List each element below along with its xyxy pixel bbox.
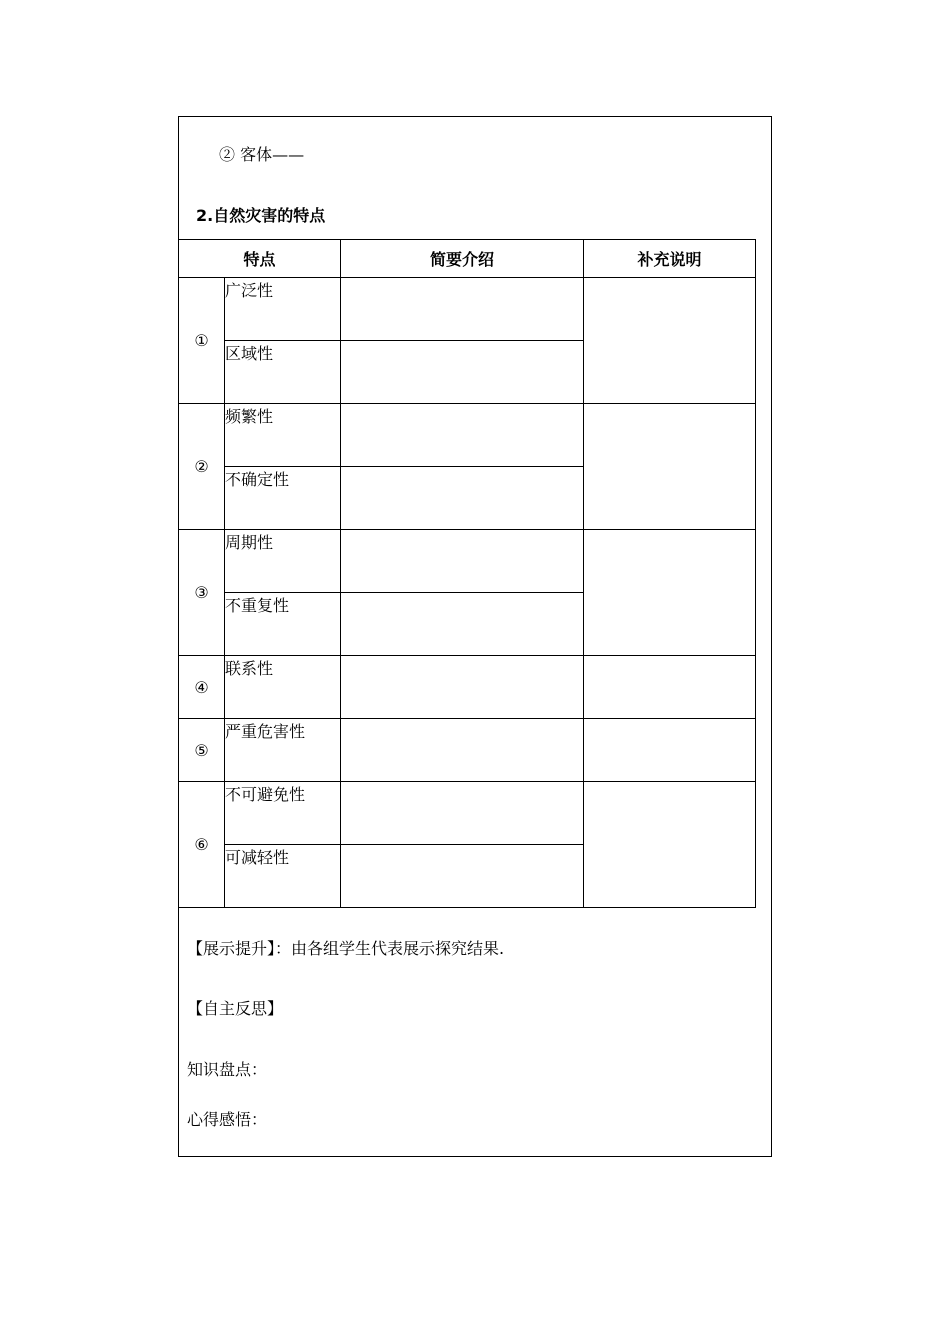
reflection-title: 【自主反思】 [187, 999, 284, 1018]
supplement-cell[interactable] [584, 719, 756, 782]
feature-name: 区域性 [225, 341, 341, 404]
group-number: ④ [179, 656, 225, 719]
feature-name: 广泛性 [225, 278, 341, 341]
supplement-cell[interactable] [584, 530, 756, 656]
intro-cell[interactable] [341, 782, 584, 845]
feature-name: 联系性 [225, 656, 341, 719]
insight-label: 心得感悟： [187, 1110, 268, 1129]
disaster-features-table [178, 239, 756, 908]
intro-cell[interactable] [341, 530, 584, 593]
feature-name: 不确定性 [225, 467, 341, 530]
feature-name: 不可避免性 [225, 782, 341, 845]
feature-name: 可减轻性 [225, 845, 341, 908]
intro-cell[interactable] [341, 278, 584, 341]
intro-cell[interactable] [341, 467, 584, 530]
feature-name: 周期性 [225, 530, 341, 593]
intro-cell[interactable] [341, 404, 584, 467]
intro-line: ② 客体—— [219, 145, 305, 164]
supplement-cell[interactable] [584, 278, 756, 404]
table-row [179, 719, 756, 782]
feature-name: 频繁性 [225, 404, 341, 467]
intro-cell[interactable] [341, 719, 584, 782]
intro-cell[interactable] [341, 593, 584, 656]
knowledge-label: 知识盘点： [187, 1060, 268, 1079]
table-header-row [179, 240, 756, 278]
group-number: ① [179, 278, 225, 404]
table-row [179, 278, 756, 341]
supplement-cell[interactable] [584, 404, 756, 530]
table-row [179, 530, 756, 593]
header-brief-intro: 简要介绍 [341, 240, 584, 278]
section-title: 2.自然灾害的特点 [196, 206, 326, 225]
header-feature: 特点 [179, 240, 341, 278]
intro-cell[interactable] [341, 656, 584, 719]
table-row [179, 782, 756, 845]
group-number: ③ [179, 530, 225, 656]
table-row [179, 656, 756, 719]
supplement-cell[interactable] [584, 782, 756, 908]
feature-name: 不重复性 [225, 593, 341, 656]
group-number: ② [179, 404, 225, 530]
supplement-cell[interactable] [584, 656, 756, 719]
feature-name: 严重危害性 [225, 719, 341, 782]
intro-cell[interactable] [341, 341, 584, 404]
header-supplement: 补充说明 [584, 240, 756, 278]
showcase-text: 【展示提升】：由各组学生代表展示探究结果. [187, 939, 505, 958]
group-number: ⑥ [179, 782, 225, 908]
group-number: ⑤ [179, 719, 225, 782]
table-row [179, 404, 756, 467]
intro-cell[interactable] [341, 845, 584, 908]
